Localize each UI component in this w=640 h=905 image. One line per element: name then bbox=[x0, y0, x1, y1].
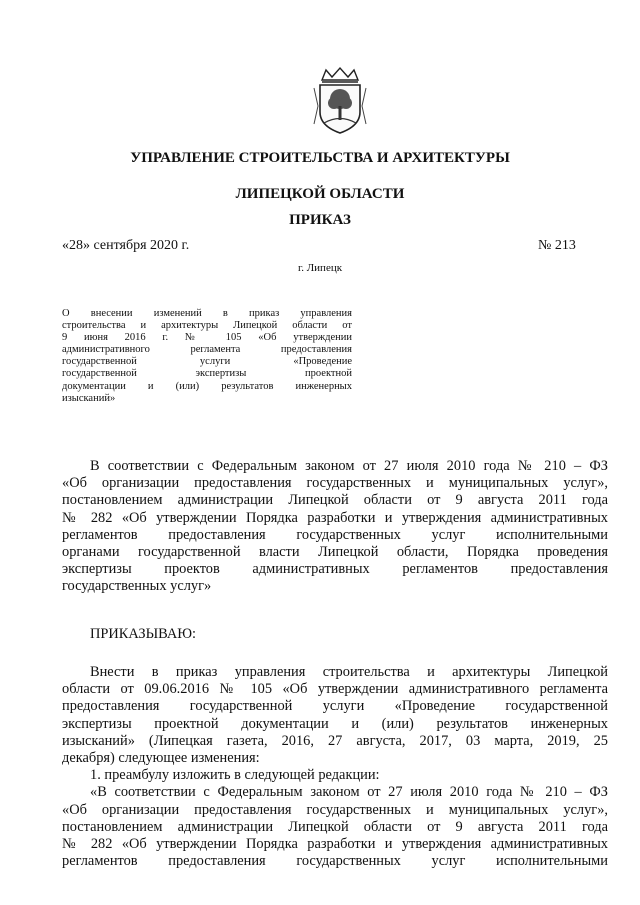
document-city: г. Липецк bbox=[297, 262, 343, 274]
paragraph-line: декабря) следующее изменения: bbox=[62, 749, 260, 766]
paragraph-line: органами государственной власти Липецкой области, Порядка проведения bbox=[62, 543, 608, 560]
paragraph-line: № 282 «Об утверждении Порядка разработки и утверждения административных bbox=[62, 509, 608, 526]
paragraph-line: «Об организации предоставления государственных и муниципальных услуг», bbox=[62, 801, 608, 818]
order-word: ПРИКАЗЫВАЮ: bbox=[90, 626, 197, 642]
paragraph-line: постановлением администрации Липецкой области от 9 августа 2011 года bbox=[62, 492, 608, 509]
subject-line: государственной экспертизы проектной bbox=[62, 368, 352, 380]
paragraph-line: государственных услуг» bbox=[62, 578, 212, 595]
paragraph-line: области от 09.06.2016 № 105 «Об утверждении административного регламента bbox=[62, 681, 608, 698]
paragraph-line: экспертизы проектов административных регламентов предоставления bbox=[62, 561, 608, 578]
subject-line: изысканий» bbox=[62, 392, 116, 404]
paragraph-line: экспертизы проектной документации и (или) результатов инженерных bbox=[62, 715, 608, 732]
paragraph-line: постановлением администрации Липецкой области от 9 августа 2011 года bbox=[62, 818, 608, 835]
paragraph-line: регламентов предоставления государственных услуг исполнительными bbox=[62, 526, 608, 543]
paragraph-line: регламентов предоставления государственных услуг исполнительными bbox=[62, 853, 608, 870]
preamble-paragraph bbox=[62, 458, 608, 596]
document-number: № 213 bbox=[538, 238, 576, 253]
paragraph-line: предоставления государственной услуги «Проведение государственной bbox=[62, 698, 608, 715]
org-title-line1: УПРАВЛЕНИЕ СТРОИТЕЛЬСТВА И АРХИТЕКТУРЫ bbox=[130, 150, 510, 166]
subject-line: административного регламента предоставления bbox=[62, 344, 352, 356]
paragraph-line: изысканий» (Липецкая газета, 2016, 27 августа, 2017, 03 марта, 2019, 25 bbox=[62, 732, 608, 749]
document-type: ПРИКАЗ bbox=[289, 212, 351, 228]
coat-of-arms-icon bbox=[310, 66, 370, 136]
paragraph-line: «Об организации предоставления государственных и муниципальных услуг», bbox=[62, 475, 608, 492]
paragraph-line: «В соответствии с Федеральным законом от 27 июля 2010 года № 210 – ФЗ bbox=[90, 784, 608, 801]
paragraph-line: № 282 «Об утверждении Порядка разработки и утверждения административных bbox=[62, 835, 608, 852]
subject-line: документации и (или) результатов инженерных bbox=[62, 380, 352, 392]
paragraph-line: Внести в приказ управления строительства и архитектуры Липецкой bbox=[90, 664, 608, 680]
document-subject bbox=[62, 308, 352, 405]
paragraph-line: В соответствии с Федеральным законом от 27 июля 2010 года № 210 – ФЗ bbox=[90, 458, 608, 474]
subject-line: строительства и архитектуры Липецкой области от bbox=[62, 320, 352, 332]
subject-line: О внесении изменений в приказ управления bbox=[62, 308, 352, 319]
subject-line: государственной услуги «Проведение bbox=[62, 356, 352, 368]
document-date: «28» сентября 2020 г. bbox=[62, 238, 190, 253]
subject-line: 9 июня 2016 г. № 105 «Об утверждении bbox=[62, 332, 352, 344]
body-paragraph bbox=[62, 664, 608, 870]
paragraph-line: 1. преамбулу изложить в следующей редакции: bbox=[90, 767, 380, 784]
org-title-line2: ЛИПЕЦКОЙ ОБЛАСТИ bbox=[235, 186, 405, 202]
